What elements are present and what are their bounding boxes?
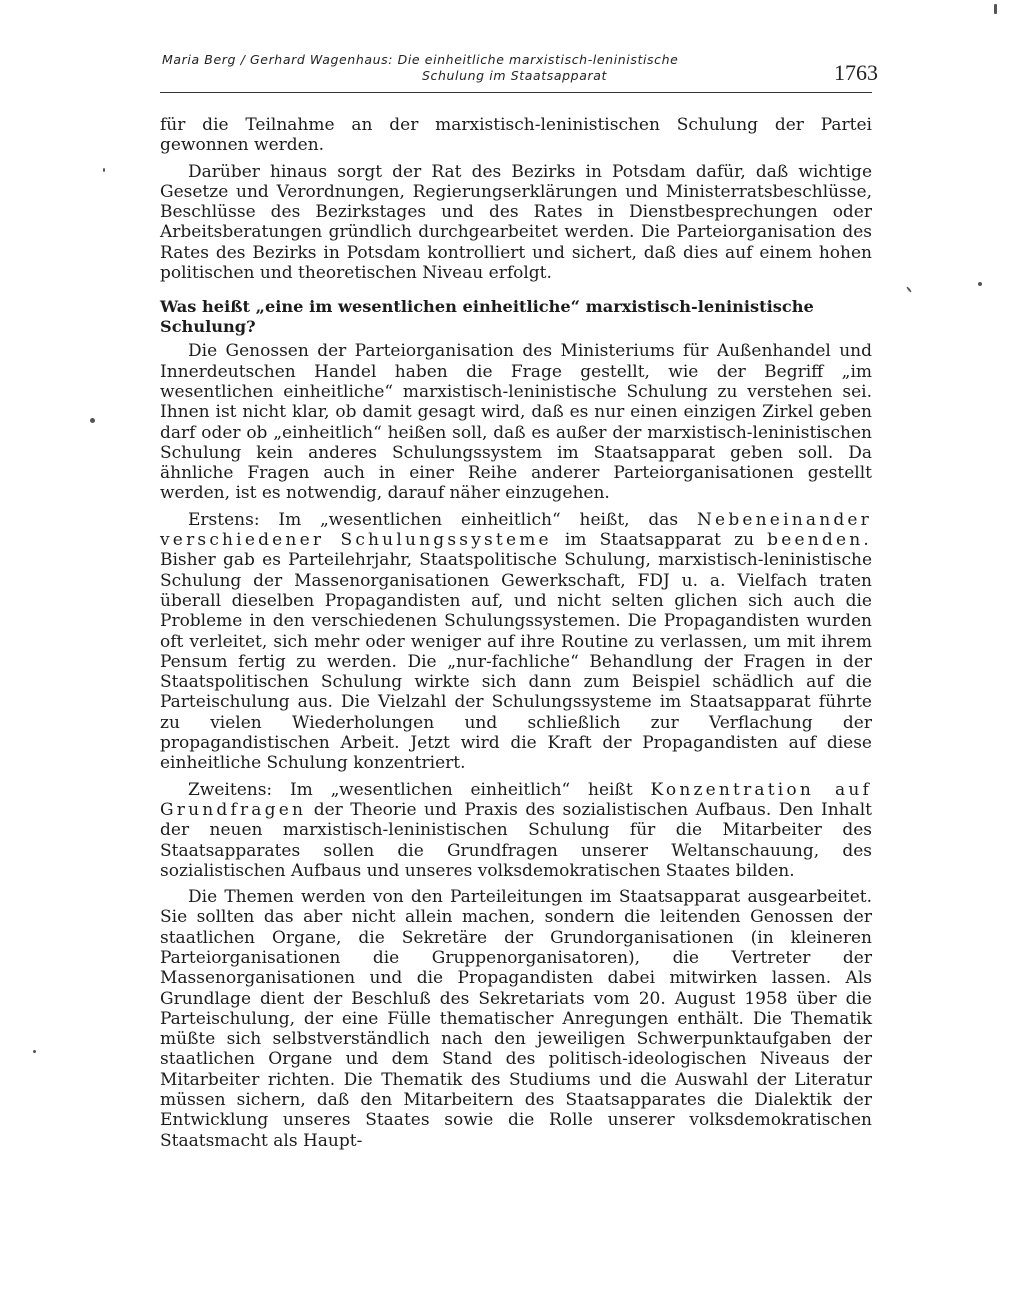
running-head [160, 50, 878, 93]
erstens-body: Bisher gab es Parteilehrjahr, Staatspolitische Schulung, marxistisch-leninistische Schulung der Massenorganisationen Gewerkschaft, FDJ u. a. Vielfach traten überall dieselben Propagandisten auf, und nicht selten glichen sich auch die Probleme in den verschiedenen Schulungssystemen. Die Propagandisten wurden oft verleitet, sich mehr oder weniger auf ihre Routine zu verlassen, um mit ihrem Pensum fertig zu werden. Die „nur-fachliche“ Behandlung der Fragen in der Staatspolitischen Schulung wirkte sich dann zum Beispiel schädlich auf die Parteischulung aus. Die Vielzahl der Schulungssysteme im Staatsapparat führte zu vielen Wiederholungen und schließlich zur Verflachung der propagandistischen Arbeit. Jetzt wird die Kraft der Propagandisten auf diese einheitliche Schulung konzentriert. [160, 550, 872, 774]
paragraph-question: Die Genossen der Parteiorganisation des Ministeriums für Außenhandel und Innerdeutschen Handel haben die Frage gestellt, wie der Begriff „im wesentlichen einheitliche“ marxistisch-leninistische Schulung zu verstehen sei. Ihnen ist nicht klar, ob damit gesagt wird, daß es nur einen einzigen Zirkel geben darf oder ob „einheitlich“ heißen soll, daß es außer der marxistisch-leninistischen Schulung kein anderes Schulungssystem im Staatsapparat geben soll. Da ähnliche Fragen auch in einer Reihe anderer Parteiorganisationen gestellt werden, ist es notwendig, darauf näher einzugehen. [160, 341, 872, 504]
paragraph-potsdam: Darüber hinaus sorgt der Rat des Bezirks in Potsdam dafür, daß wichtige Gesetze und Verordnungen, Regierungserklärungen und Ministerratsbeschlüsse, Beschlüsse des Bezirkstages und des Rates in Dienstbesprechungen oder Arbeitsberatungen gründlich durchgearbeitet werden. Die Parteiorganisation des Rates des Bezirks in Potsdam kontrolliert und sichert, daß dies auf einem hohen politischen und theoretischen Niveau erfolgt. [160, 161, 872, 284]
paragraph-erstens [160, 510, 872, 774]
paragraph-themen: Die Themen werden von den Parteileitungen im Staatsapparat ausgearbeitet. Sie sollten das aber nicht allein machen, sondern die leitenden Genossen der staatlichen Organe, die Sekretäre der Grundorganisationen (in kleineren Parteiorganisationen die Gruppenorganisatoren), die Vertreter der Massenorganisationen und die Propagandisten dabei mitwirken lassen. Als Grundlage dient der Beschluß des Sekretariats vom 20. August 1958 über die Parteischulung, der eine Fülle thematischer Anregungen enthält. Die Thematik müßte sich selbstverständlich nach den jeweiligen Schwerpunktaufgaben der staatlichen Organe und dem Stand des politisch-ideologischen Niveaus der Mitarbeiter richten. Die Thematik des Studiums und die Auswahl der Literatur müssen sichern, daß den Mitarbeitern des Staatsapparates die Dialektik der Entwicklung unseres Staates sowie die Rolle unserer volksdemokratischen Staatsmacht als Haupt- [160, 887, 872, 1151]
erstens-mid: im Staatsapparat zu [564, 530, 755, 551]
running-head-title [162, 52, 762, 84]
page-number: 1763 [834, 60, 878, 85]
section-heading: Was heißt „eine im wesentlichen einheitliche“ marxistisch-leninistische Schulung? [160, 297, 814, 337]
running-head-title-line2: Schulung im Staatsapparat [422, 68, 607, 83]
zweitens-body: der Theorie und Praxis des sozialistischen Aufbaus. Den Inhalt der neuen marxistisch-leninistischen Schulung für die Mitarbeiter des Staatsapparates sollen die Grundfragen unserer Weltanschauung, des sozialistischen Aufbaus und unseres volksdemokratischen Staates bilden. [160, 799, 872, 881]
erstens-emphasis-end: beenden. [767, 530, 872, 551]
zweitens-lead: Zweitens: Im „wesentlichen einheitlich“ heißt [188, 779, 633, 800]
document-page [160, 50, 878, 1157]
paragraph-zweitens [160, 780, 872, 881]
paragraph-continuation: für die Teilnahme an der marxistisch-leninistischen Schulung der Partei gewonnen werden. [160, 115, 872, 156]
zweitens-emphasis: Konzentration auf Grundfragen [160, 779, 872, 820]
running-head-title-line1: Maria Berg / Gerhard Wagenhaus: Die einheitliche marxistisch-leninistische [162, 52, 679, 67]
erstens-lead: Erstens: Im „wesentlichen einheitlich“ heißt, das [188, 509, 679, 530]
erstens-emphasis: Nebeneinander verschiedener Schulungssysteme [160, 509, 873, 551]
